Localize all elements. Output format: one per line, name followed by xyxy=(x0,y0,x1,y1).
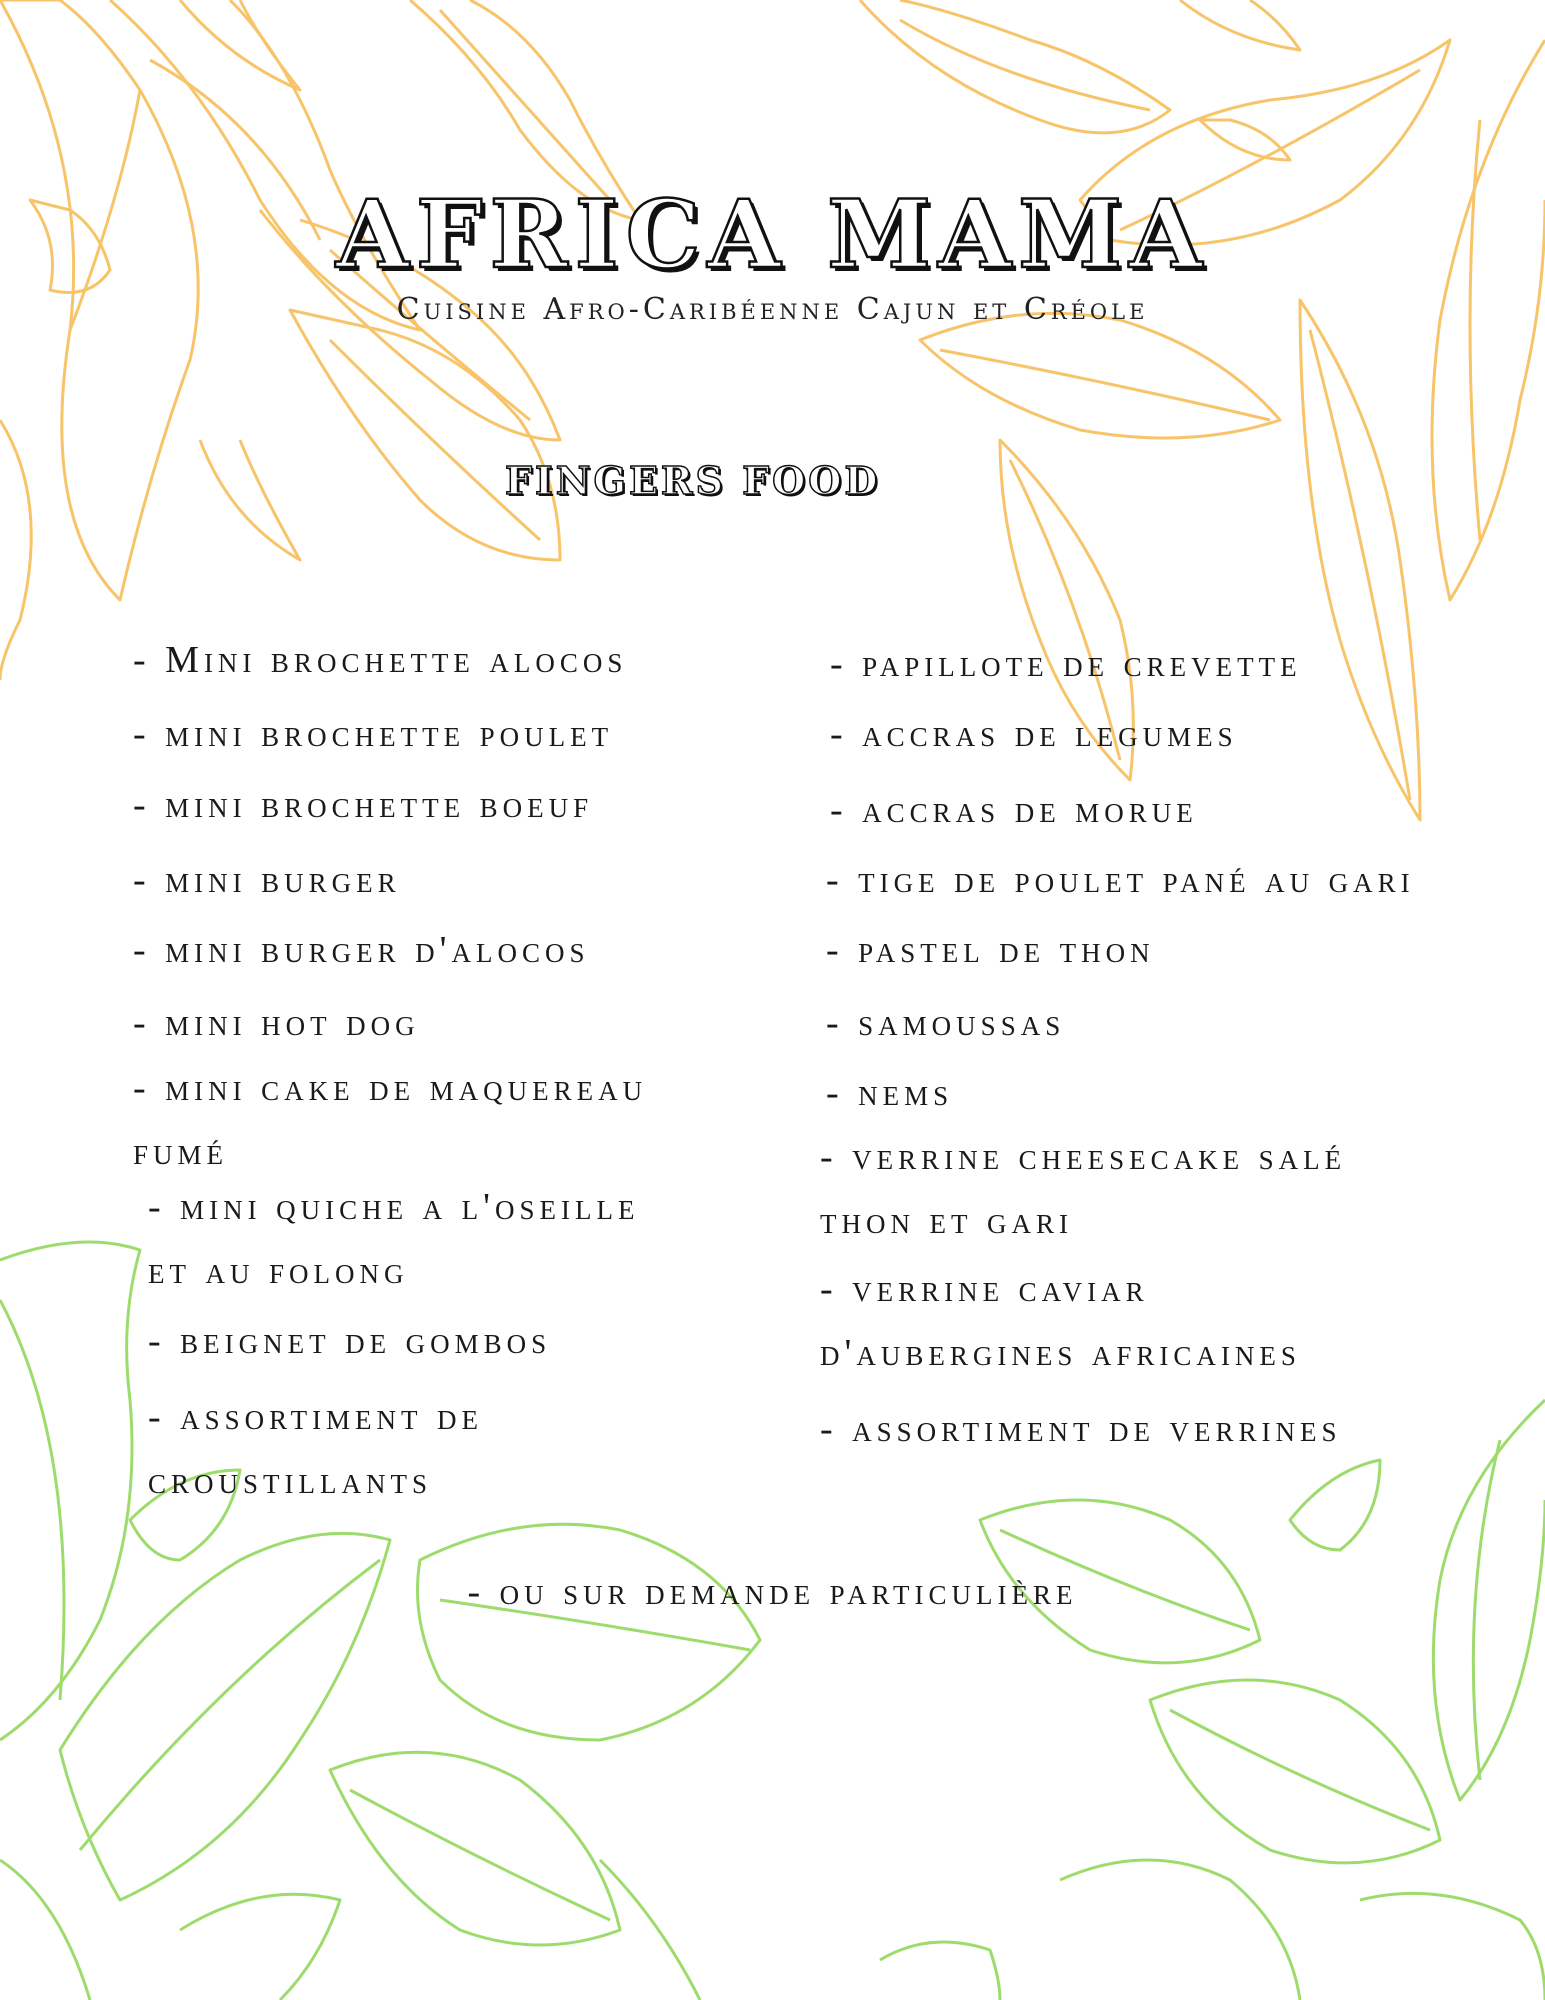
menu-item-continuation: croustillants xyxy=(148,1460,433,1502)
restaurant-subtitle: Cuisine Afro-Caribéenne Cajun et Créole xyxy=(396,292,1149,327)
section-title: FINGERS FOOD xyxy=(505,458,881,503)
menu-item: - assortiment de verrines xyxy=(820,1408,1342,1450)
menu-item: - tige de poulet pané au gari xyxy=(826,859,1415,901)
menu-item: - pastel de thon xyxy=(826,929,1155,971)
menu-item: - mini quiche a l'oseille xyxy=(148,1186,640,1228)
menu-item: - mini cake de maquereau xyxy=(133,1067,648,1109)
menu-item: - verrine cheesecake salé xyxy=(820,1136,1347,1178)
menu-item: - assortiment de xyxy=(148,1396,484,1438)
menu-item: - nems xyxy=(826,1072,954,1114)
menu-item: - mini burger xyxy=(133,859,401,901)
restaurant-title: AFRICA MAMA xyxy=(335,180,1210,290)
menu-item-continuation: fumé xyxy=(133,1131,229,1173)
menu-item: - mini burger d'alocos xyxy=(133,929,590,971)
menu-item: - verrine caviar xyxy=(820,1268,1149,1310)
menu-item: - mini brochette poulet xyxy=(133,713,614,755)
menu-item: - Mini brochette alocos xyxy=(133,639,628,681)
menu-item: - accras de legumes xyxy=(830,713,1238,755)
menu-item-continuation: d'aubergines africaines xyxy=(820,1332,1301,1374)
menu-item-continuation: thon et gari xyxy=(820,1200,1073,1242)
menu-item: - mini brochette boeuf xyxy=(133,784,594,826)
menu-item: - beignet de gombos xyxy=(148,1320,552,1362)
menu-item: - papillote de crevette xyxy=(830,643,1302,685)
menu-item: - accras de morue xyxy=(830,789,1198,831)
menu-item: - samoussas xyxy=(826,1002,1066,1044)
special-request-note: - ou sur demande particulière xyxy=(467,1571,1078,1613)
menu-item-continuation: et au folong xyxy=(148,1250,409,1292)
menu-item: - mini hot dog xyxy=(133,1002,420,1044)
